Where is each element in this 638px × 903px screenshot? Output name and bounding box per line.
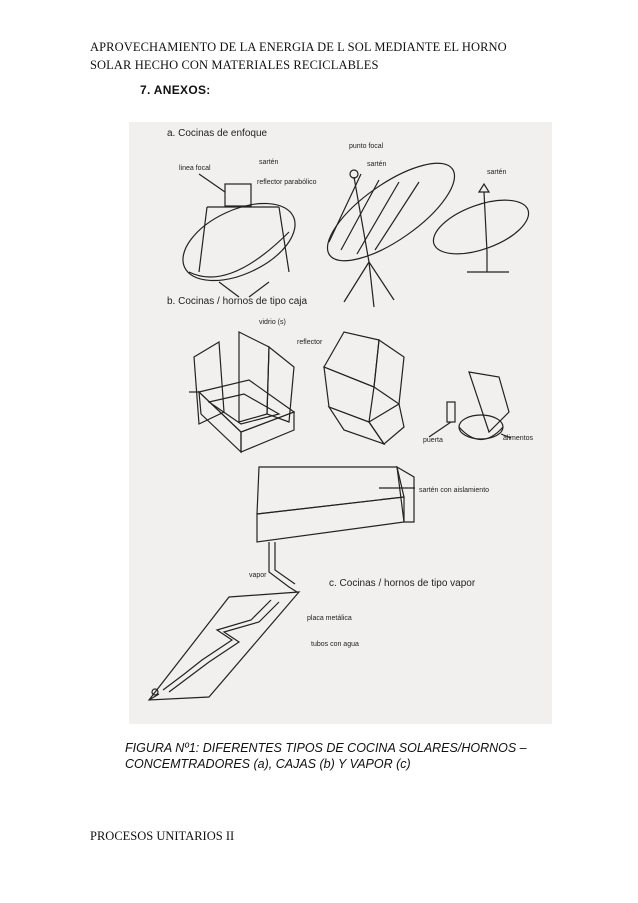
label-punto-focal: punto focal bbox=[349, 143, 384, 150]
parabolic-dish-drawing bbox=[314, 146, 469, 307]
figure-drawing bbox=[129, 122, 552, 724]
section-b-label: b. Cocinas / hornos de tipo caja bbox=[167, 296, 308, 307]
trough-cooker-drawing bbox=[171, 174, 307, 297]
box-cooker-1-drawing bbox=[189, 332, 294, 452]
label-sarten-2: sartén bbox=[367, 161, 387, 168]
label-linea-focal: linea focal bbox=[179, 165, 211, 172]
solar-cookers-figure bbox=[129, 122, 552, 724]
section-c-label: c. Cocinas / hornos de tipo vapor bbox=[329, 578, 476, 589]
label-vapor: vapor bbox=[249, 572, 267, 579]
header-line-1: APROVECHAMIENTO DE LA ENERGIA DE L SOL MEDIANTE EL HORNO bbox=[90, 40, 507, 54]
caption-line-2: CONCEMTRADORES (a), CAJAS (b) Y VAPOR (c) bbox=[125, 757, 411, 771]
collector-panel-drawing bbox=[149, 592, 299, 700]
steam-pipe-drawing bbox=[269, 542, 297, 592]
small-dish-drawing bbox=[426, 184, 535, 272]
box-cooker-2-drawing bbox=[324, 332, 404, 444]
label-sarten-3: sartén bbox=[487, 169, 507, 176]
label-alimentos: alimentos bbox=[503, 435, 533, 442]
label-puerta: puerta bbox=[423, 437, 443, 444]
figure-caption bbox=[125, 740, 565, 772]
page-footer: PROCESOS UNITARIOS II bbox=[90, 829, 235, 843]
label-placa-metalica: placa metálica bbox=[307, 615, 352, 622]
label-reflector: reflector bbox=[297, 339, 323, 346]
section-title: 7. ANEXOS: bbox=[140, 83, 211, 97]
header-line-2: SOLAR HECHO CON MATERIALES RECICLABLES bbox=[90, 58, 379, 72]
small-oven-drawing bbox=[429, 372, 511, 440]
page-header bbox=[90, 38, 560, 74]
section-a-label: a. Cocinas de enfoque bbox=[167, 128, 268, 139]
label-reflector-parabolico: reflector parabólico bbox=[257, 179, 317, 186]
label-sarten-aislamiento: sartén con aislamiento bbox=[419, 487, 490, 494]
label-tubos-agua: tubos con agua bbox=[311, 641, 359, 648]
label-vidrio: vidrio (s) bbox=[259, 319, 286, 326]
label-sarten-1: sartén bbox=[259, 159, 279, 166]
caption-line-1: FIGURA Nº1: DIFERENTES TIPOS DE COCINA SOLARES/HORNOS – bbox=[125, 741, 527, 755]
steam-box-drawing bbox=[257, 467, 415, 542]
